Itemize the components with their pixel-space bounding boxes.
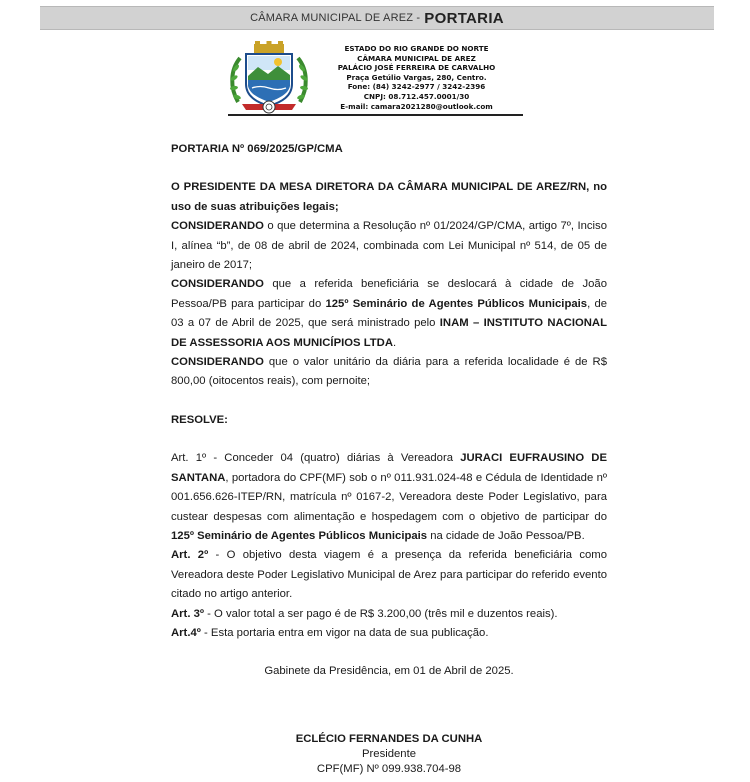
considerando-1: CONSIDERANDO o que determina a Resolução nº 01/2024/GP/CMA, artigo 7º, Inciso I, alínea “b”, de 08 de abril de 2024, combinada com Lei Municipal nº 514, de 05 de janeiro de 2017; <box>171 220 607 272</box>
coat-of-arms-icon <box>228 40 310 114</box>
article-2: Art. 2º - O objetivo desta viagem é a presença da referida beneficiária como Vereadora deste Poder Legislativo Municipal de Arez para participar do referido evento citado no artigo anterior. <box>171 549 607 601</box>
letterhead-line: CNPJ: 08.712.457.0001/30 <box>363 91 470 101</box>
signature-block <box>171 732 607 777</box>
letterhead-line: CÂMARA MUNICIPAL DE AREZ <box>357 53 476 63</box>
portaria-number: PORTARIA Nº 069/2025/GP/CMA <box>171 143 343 155</box>
letterhead-line: Fone: (84) 3242-2977 / 3242-2396 <box>347 82 486 92</box>
signer-cpf: CPF(MF) Nº 099.938.704-98 <box>316 763 462 775</box>
signer-name: ECLÉCIO FERNANDES DA CUNHA <box>295 733 483 745</box>
letterhead-email: E-mail: camara2021280@outlook.com <box>340 101 493 111</box>
letterhead-text <box>314 44 519 111</box>
letterhead <box>228 40 523 116</box>
letterhead-line: ESTADO DO RIO GRANDE DO NORTE <box>344 44 489 53</box>
header-prefix: CÂMARA MUNICIPAL DE AREZ - <box>250 12 421 24</box>
considerando-2: CONSIDERANDO que a referida beneficiária se deslocará à cidade de João Pessoa/PB para participar do 125º Seminário de Agentes Públicos Municipais, de 03 a 07 de Abril de 2025, que será ministrado pelo INAM – INSTITUTO NACIONAL DE ASSESSORIA AOS MUNICÍPIOS LTDA. <box>171 278 608 349</box>
article-1: Art. 1º - Conceder 04 (quatro) diárias à Vereadora JURACI EUFRAUSINO DE SANTANA, portadora do CPF(MF) sob o nº 011.931.024-48 e Cédula de Identidade nº 001.656.626-ITEP/RN, matrícula nº 0167-2, Vereadora deste Poder Legislativo, para custear despesas com alimentação e hospedagem com o objetivo de participar do 125º Seminário de Agentes Públicos Municipais na cidade de João Pessoa/PB. <box>171 452 607 542</box>
article-4: Art.4º - Esta portaria entra em vigor na data de sua publicação. <box>171 626 489 639</box>
letterhead-rule <box>228 114 523 116</box>
article-3: Art. 3º - O valor total a ser pago é de R$ 3.200,00 (três mil e duzentos reais). <box>171 607 558 620</box>
header-title: PORTARIA <box>424 9 504 27</box>
document-body <box>171 140 607 682</box>
closing-line: Gabinete da Presidência, em 01 de Abril de 2025. <box>264 665 514 678</box>
letterhead-line: Praça Getúlio Vargas, 280, Centro. <box>346 72 487 82</box>
considerando-3: CONSIDERANDO que o valor unitário da diária para a referida localidade é de R$ 800,00 (oitocentos reais), com pernoite; <box>171 356 607 388</box>
header-bar <box>40 6 714 30</box>
letterhead-line: PALÁCIO JOSÉ FERREIRA DE CARVALHO <box>337 63 496 73</box>
preamble: O PRESIDENTE DA MESA DIRETORA DA CÂMARA MUNICIPAL DE AREZ/RN, no uso de suas atribuições legais; <box>171 181 607 213</box>
signer-role: Presidente <box>361 748 416 760</box>
resolve-heading: RESOLVE: <box>171 413 228 426</box>
